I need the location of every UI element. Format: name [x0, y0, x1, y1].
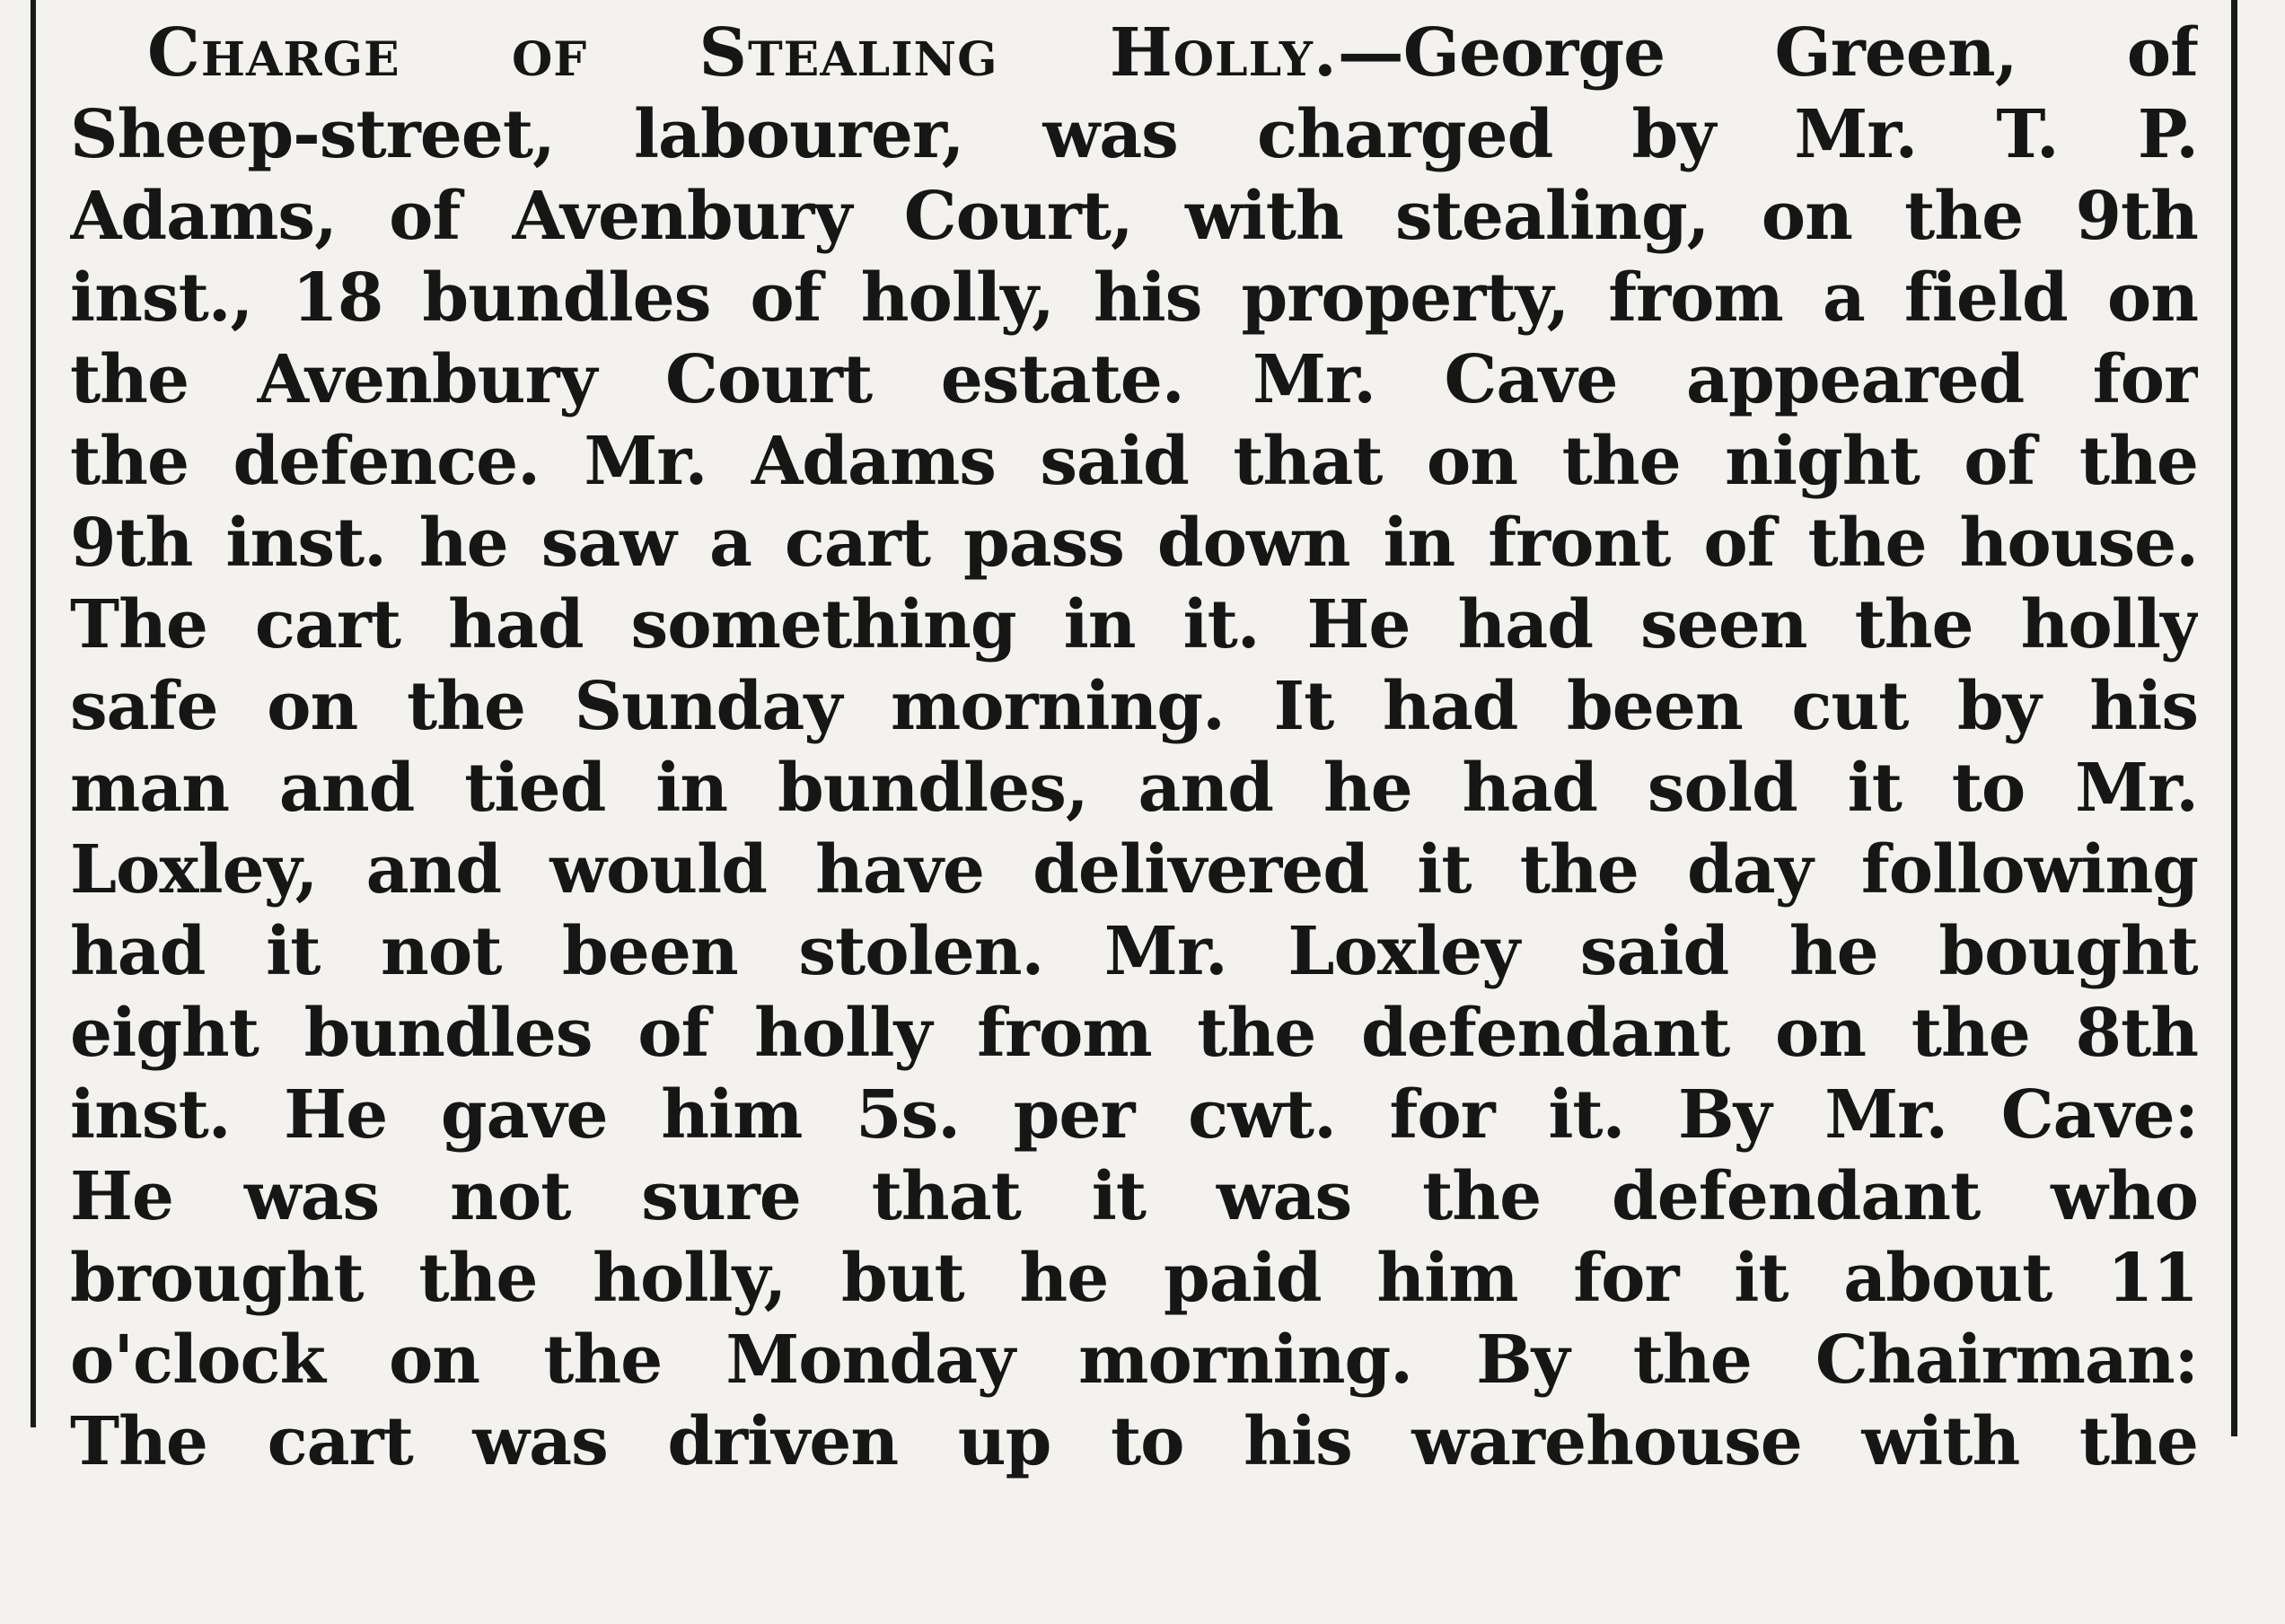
- article-column: [70, 13, 2198, 1483]
- article-line: Sheep-street, labourer, was charged by Mr. T. P.: [70, 96, 2198, 173]
- article-line: man and tied in bundles, and he had sold it to Mr.: [70, 750, 2198, 827]
- article-first-line: [70, 13, 2198, 94]
- article-headline: Charge of Stealing Holly.: [147, 14, 1338, 92]
- article-line: The cart was driven up to his warehouse with the: [70, 1403, 2198, 1480]
- article-line: The cart had something in it. He had seen the holly: [70, 586, 2198, 663]
- article-line: had it not been stolen. Mr. Loxley said he bought: [70, 913, 2198, 990]
- article-line: brought the holly, but he paid him for it about 11: [70, 1240, 2198, 1317]
- article-line: inst. He gave him 5s. per cwt. for it. By Mr. Cave:: [70, 1076, 2198, 1154]
- article-line: inst., 18 bundles of holly, his property, from a field on: [70, 259, 2198, 337]
- article-line: eight bundles of holly from the defendant on the 8th: [70, 995, 2198, 1072]
- article-line: Adams, of Avenbury Court, with stealing, on the 9th: [70, 178, 2198, 255]
- article-line: safe on the Sunday morning. It had been cut by his: [70, 668, 2198, 745]
- article-line: o'clock on the Monday morning. By the Chairman:: [70, 1321, 2198, 1399]
- article-line: Loxley, and would have delivered it the day following: [70, 831, 2198, 909]
- article-first-line-text: —George Green, of: [1337, 14, 2198, 92]
- article-line: the Avenbury Court estate. Mr. Cave appeared for: [70, 341, 2198, 418]
- column-rule-right: [2231, 0, 2237, 1436]
- column-rule-left: [31, 0, 36, 1427]
- article-line: the defence. Mr. Adams said that on the night of the: [70, 423, 2198, 500]
- article-line: 9th inst. he saw a cart pass down in front of the house.: [70, 505, 2198, 582]
- article-line: He was not sure that it was the defendant who: [70, 1158, 2198, 1235]
